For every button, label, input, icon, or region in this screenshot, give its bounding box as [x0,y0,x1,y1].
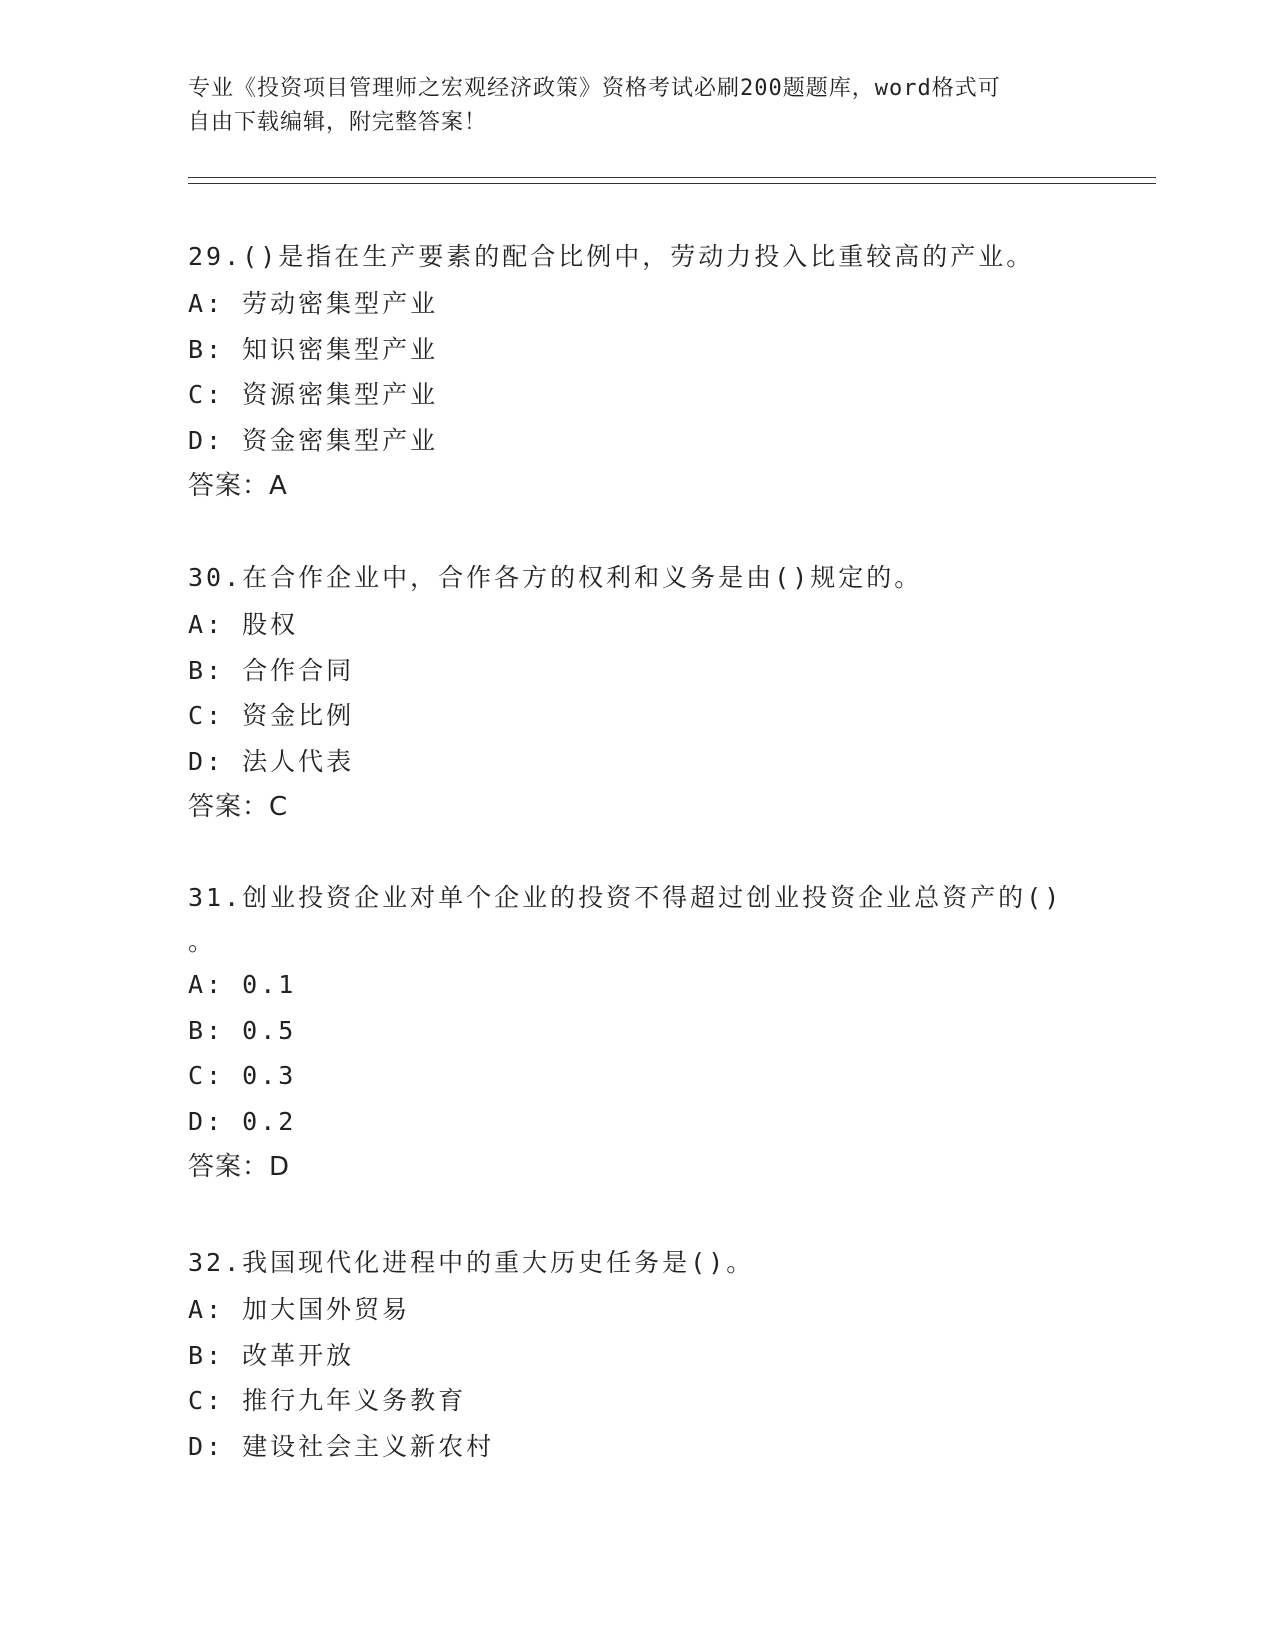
answer: 答案：D [188,1152,291,1182]
question-32 [188,1241,1088,1469]
option-b: B: 改革开放 [188,1340,355,1370]
header-divider-bottom [188,183,1156,184]
question-stem: 29.()是指在生产要素的配合比例中，劳动力投入比重较高的产业。 [188,242,1035,271]
question-stem: 30.在合作企业中，合作各方的权利和义务是由()规定的。 [188,563,923,592]
header-line-1: 专业《投资项目管理师之宏观经济政策》资格考试必刷200题题库，word格式可 [188,76,1001,101]
question-stem: 32.我国现代化进程中的重大历史任务是()。 [188,1248,755,1277]
header-line-2: 自由下载编辑，附完整答案！ [188,110,488,135]
option-b: B: 0.5 [188,1015,297,1045]
question-stem: 31.创业投资企业对单个企业的投资不得超过创业投资企业总资产的() [188,883,1063,912]
header-divider-top [188,177,1156,178]
option-d: D: 资金密集型产业 [188,425,439,455]
option-b: B: 合作合同 [188,655,355,685]
option-d: D: 法人代表 [188,746,355,776]
option-b: B: 知识密集型产业 [188,334,439,364]
option-a: A: 股权 [188,610,299,639]
option-a: A: 劳动密集型产业 [188,289,439,318]
option-c: C: 0.3 [188,1061,297,1090]
option-c: C: 资金比例 [188,701,355,730]
option-c: C: 推行九年义务教育 [188,1386,467,1415]
question-30 [188,556,1088,830]
option-d: D: 建设社会主义新农村 [188,1431,495,1461]
question-stem-continuation: 。 [188,927,217,956]
question-31 [188,876,1088,1190]
answer: 答案：A [188,471,288,501]
option-d: D: 0.2 [188,1106,297,1136]
option-a: A: 加大国外贸易 [188,1295,411,1324]
document-header [188,72,1068,140]
question-29 [188,235,1088,509]
option-c: C: 资源密集型产业 [188,380,439,409]
answer: 答案：C [188,792,289,822]
option-a: A: 0.1 [188,970,297,999]
